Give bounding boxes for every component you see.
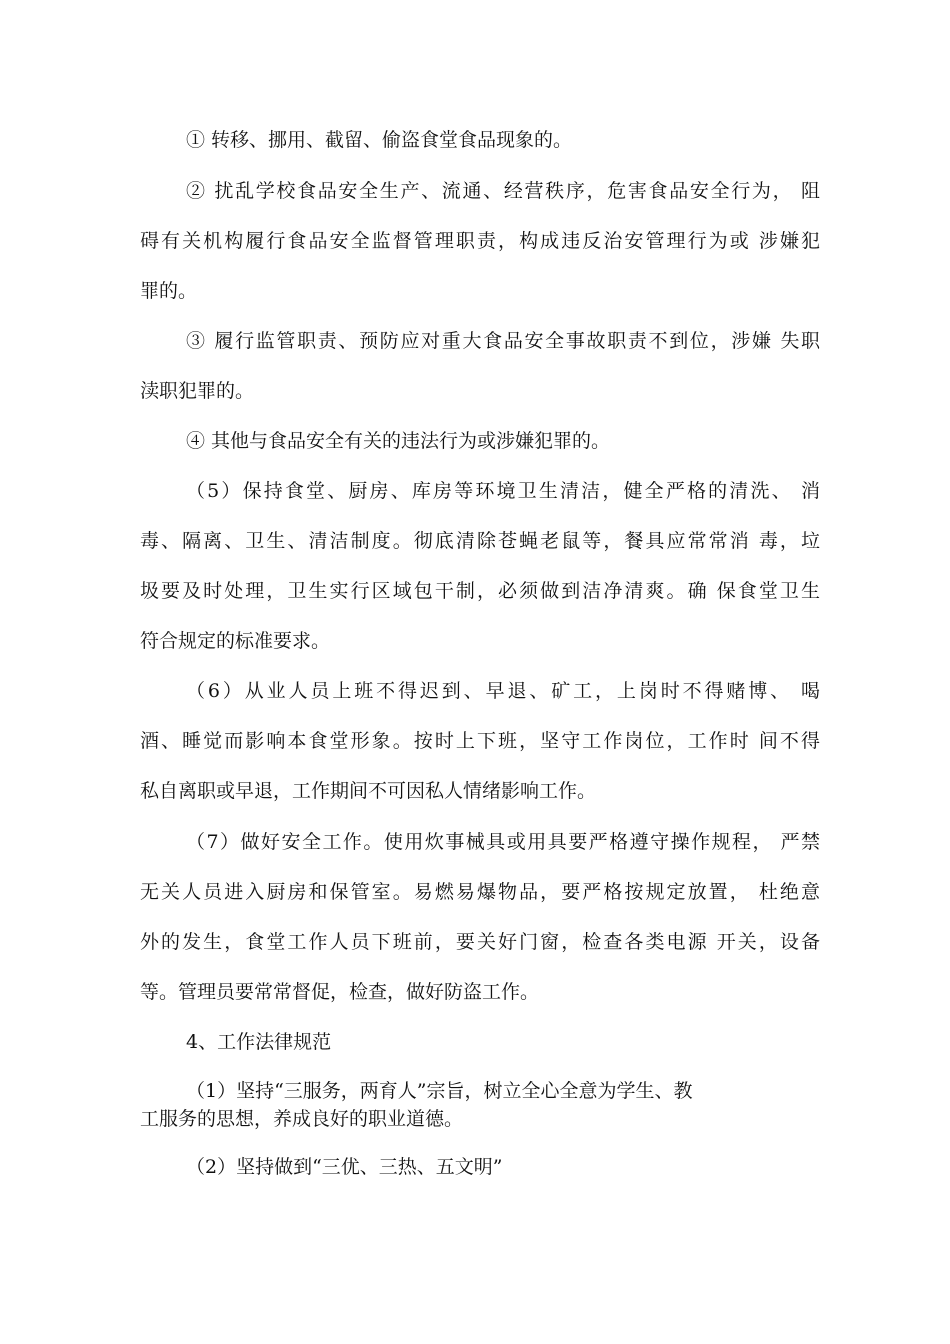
paragraph-5-line-2: 毒、隔离、卫生、清洁制度。彻底清除苍蝇老鼠等，餐具应常常消 毒，垃: [140, 530, 820, 552]
paragraph-7-line-4: 等。管理员要常常督促，检查，做好防盗工作。: [140, 981, 540, 1003]
paragraph-7-line-1: （7）做好安全工作。使用炊事械具或用具要严格遵守操作规程， 严禁: [186, 831, 820, 853]
paragraph-7-line-3: 外的发生，食堂工作人员下班前，要关好门窗，检查各类电源 开关，设备: [140, 931, 820, 953]
section-heading: 4、工作法律规范: [186, 1031, 332, 1053]
paragraph-6-line-3: 私自离职或早退，工作期间不可因私人情绪影响工作。: [140, 780, 597, 802]
paragraph-5-line-1: （5）保持食堂、厨房、库房等环境卫生清洁，健全严格的清洗、 消: [186, 480, 820, 502]
paragraph-7-line-2: 无关人员进入厨房和保管室。易燃易爆物品，要严格按规定放置， 杜绝意: [140, 881, 820, 903]
paragraph-2-line-2: 碍有关机构履行食品安全监督管理职责，构成违反治安管理行为或 涉嫌犯: [140, 230, 820, 252]
paragraph-6-line-2: 酒、睡觉而影响本食堂形象。按时上下班，坚守工作岗位，工作时 间不得: [140, 730, 820, 752]
paragraph-2-line-1: ② 扰乱学校食品安全生产、流通、经营秩序，危害食品安全行为， 阻: [186, 180, 820, 202]
paragraph-3-line-1: ③ 履行监管职责、预防应对重大食品安全事故职责不到位，涉嫌 失职: [186, 330, 820, 352]
paragraph-2-line-3: 罪的。: [140, 280, 198, 302]
paragraph-1-line-1: ① 转移、挪用、截留、偷盗食堂食品现象的。: [186, 129, 573, 151]
paragraph-9-line-2: 工服务的思想，养成良好的职业道德。: [140, 1108, 464, 1130]
paragraph-5-line-4: 符合规定的标准要求。: [140, 630, 331, 652]
paragraph-9-line-1: （1）坚持“三服务，两育人”宗旨，树立全心全意为学生、教: [186, 1080, 693, 1102]
paragraph-5-line-3: 圾要及时处理，卫生实行区域包干制，必须做到洁净清爽。确 保食堂卫生: [140, 580, 820, 602]
paragraph-10-line-1: （2）坚持做到“三优、三热、五文明”: [186, 1156, 503, 1178]
paragraph-6-line-1: （6）从业人员上班不得迟到、早退、矿工，上岗时不得赌博、 喝: [186, 680, 820, 702]
paragraph-4-line-1: ④ 其他与食品安全有关的违法行为或涉嫌犯罪的。: [186, 430, 611, 452]
paragraph-3-line-2: 渎职犯罪的。: [140, 380, 255, 402]
